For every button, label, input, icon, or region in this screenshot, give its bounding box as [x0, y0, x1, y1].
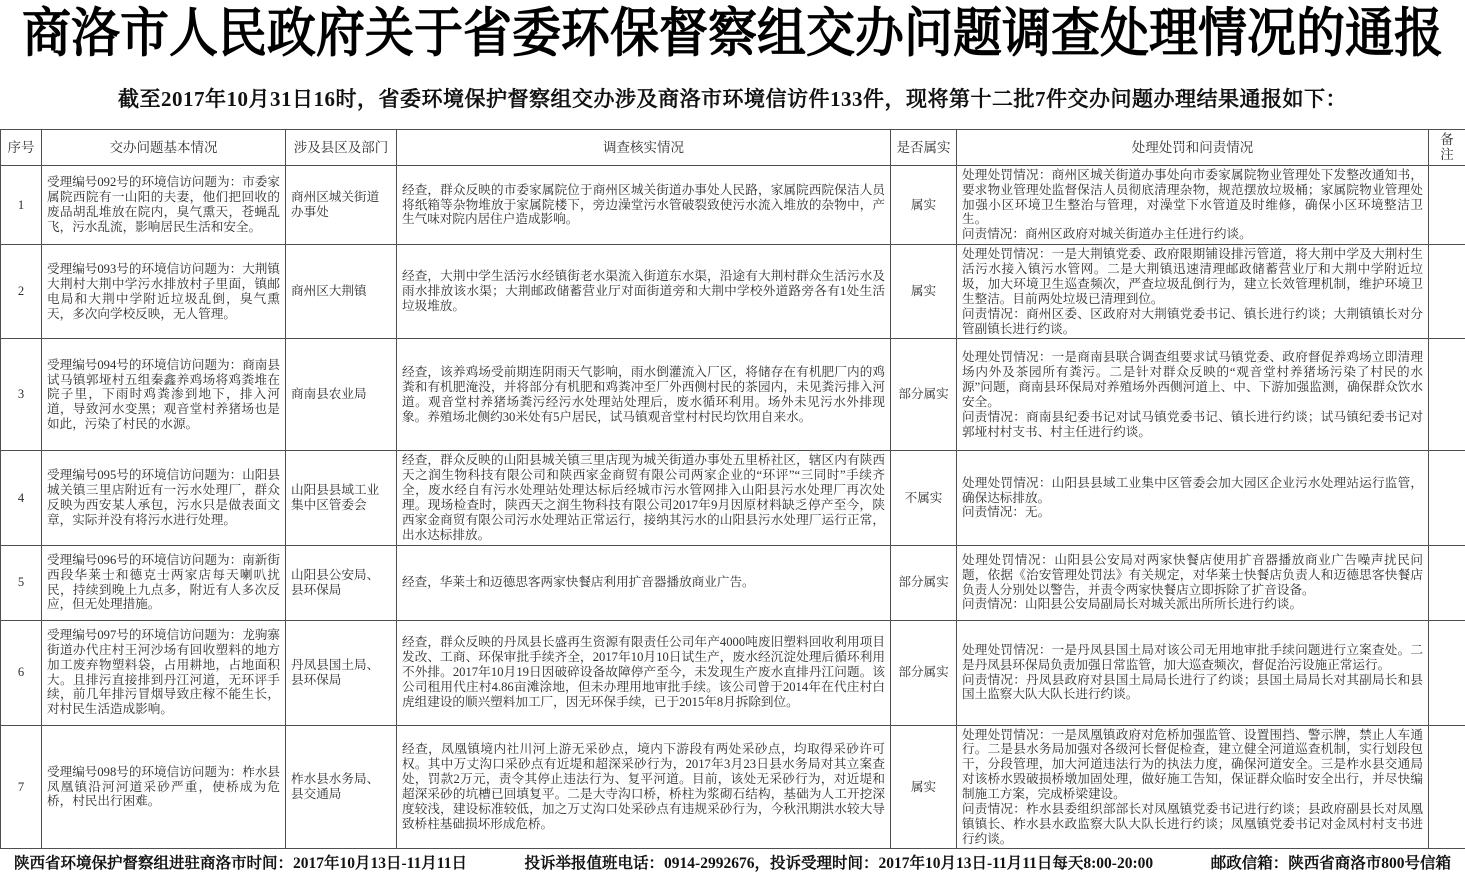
accountability-text: 问责情况：山阳县公安局副局长对城关派出所所长进行约谈。 [962, 597, 1423, 612]
cell-remark [1429, 165, 1465, 244]
cell-handling [957, 545, 1429, 620]
cell-problem: 受理编号097号的环境信访问题为：龙驹寨街道办代庄村王河沙场有回收塑料的地方加工废弃物塑料袋，占用耕地，占地面积大。且排污直接排到丹江河道，无环评手续，前几年排污冒烟导致庄稼不能生长，对村民生活造成影响。 [42, 620, 286, 725]
header-problem: 交办问题基本情况 [42, 129, 286, 165]
cell-department: 丹凤县国土局、县环保局 [286, 620, 397, 725]
cell-problem: 受理编号093号的环境信访问题为：大荆镇大荆村大荆中学污水排放村子里面，镇邮电局和大荆中学附近垃圾乱倒，臭气熏天，多次向学校反映，无人管理。 [42, 245, 286, 339]
cell-no: 4 [1, 451, 42, 545]
header-verified: 是否属实 [891, 129, 957, 165]
accountability-text: 问责情况：商南县纪委书记对试马镇党委书记、镇长进行约谈；试马镇纪委书记对郭垭村村支书、村主任进行约谈。 [962, 410, 1423, 440]
header-department: 涉及县区及部门 [286, 129, 397, 165]
cell-remark [1429, 245, 1465, 339]
page-title: 商洛市人民政府关于省委环保督察组交办问题调查处理情况的通报 [0, 0, 1465, 64]
cell-verified: 部分属实 [891, 620, 957, 725]
accountability-text: 问责情况：柞水县委组织部部长对凤凰镇党委书记进行约谈；县政府副县长对凤凰镇镇长、柞水县水政监察大队大队长进行约谈；凤凰镇党委书记对金凤村村支书进行约谈。 [962, 802, 1423, 847]
cell-department: 山阳县县域工业集中区管委会 [286, 451, 397, 545]
table-row [1, 620, 1465, 725]
cell-investigation: 经查，该养鸡场受前期连阴雨天气影响，雨水倒灌流入厂区，将储存在有机肥厂内的鸡粪和有机肥淹没，并将部分有机肥和鸡粪冲至厂外西侧村民的茶园内，未见粪污排入河道。观音堂村养猪场粪污经污水处理站处理后，废水循环利用。场外未见污水外排现象。养殖场北侧约30米处有5户居民，试马镇观音堂村村民均饮用自来水。 [397, 339, 891, 451]
punishment-text: 处理处罚情况：一是凤凰镇政府对危桥加强监管、设置围挡、警示牌，禁止人车通行。二是县水务局加强对各级河长督促检查，建立健全河道巡查机制，实行划段包干，分段管理，加大河道违法行为的执法力度，确保河道安全。三是柞水县交通局对该桥水毁破损桥墩加固处理，做好施工告知，保证群众临时安全出行，并尽快编制施工方案，完成桥梁建设。 [962, 728, 1423, 802]
cell-problem: 受理编号096号的环境信访问题为：南新街西段华莱士和德克士两家店每天喇叭扰民，持续到晚上九点多，附近有人多次反应，但无处理措施。 [42, 545, 286, 620]
cell-department: 山阳县公安局、县环保局 [286, 545, 397, 620]
header-remark: 备注 [1429, 129, 1465, 165]
cell-handling [957, 339, 1429, 451]
cell-department: 柞水县水务局、县交通局 [286, 725, 397, 849]
cell-no: 6 [1, 620, 42, 725]
footer-hotline: 投诉举报值班电话：0914-2992676，投诉受理时间：2017年10月13日-11月11日每天8:00-20:00 [525, 851, 1154, 873]
cell-no: 1 [1, 165, 42, 244]
table-row [1, 245, 1465, 339]
header-investigation: 调查核实情况 [397, 129, 891, 165]
cell-verified: 不属实 [891, 451, 957, 545]
cell-remark [1429, 620, 1465, 725]
punishment-text: 处理处罚情况：山阳县公安局对两家快餐店使用扩音器播放商业广告噪声扰民问题，依据《治安管理处罚法》有关规定，对华莱士快餐店负责人和迈德思客快餐店负责人分别处以警告，并责令两家快餐店立即拆除了扩音设备。 [962, 553, 1423, 598]
cell-handling [957, 451, 1429, 545]
table-row [1, 725, 1465, 849]
cell-investigation: 经查，群众反映的市委家属院位于商州区城关街道办事处人民路，家属院西院保洁人员将纸箱等杂物堆放于家属院楼下，旁边澡堂污水管破裂致使污水流入堆放的杂物中，产生气味对院内居住户造成影响。 [397, 165, 891, 244]
accountability-text: 问责情况：无。 [962, 505, 1423, 520]
table-row [1, 165, 1465, 244]
footer-inspection-period: 陕西省环境保护督察组进驻商洛市时间：2017年10月13日-11月11日 [14, 851, 467, 873]
table-row [1, 545, 1465, 620]
complaint-table [0, 129, 1465, 850]
cell-investigation: 经查，华莱士和迈德思客两家快餐店利用扩音器播放商业广告。 [397, 545, 891, 620]
header-no: 序号 [1, 129, 42, 165]
cell-department: 商南县农业局 [286, 339, 397, 451]
punishment-text: 处理处罚情况：山阳县县域工业集中区管委会加大园区企业污水处理站运行监管，确保达标排放。 [962, 476, 1423, 506]
punishment-text: 处理处罚情况：一是商南县联合调查组要求试马镇党委、政府督促养鸡场立即清理场内外及茶园所有粪污。二是针对群众反映的“观音堂村养猪场污染了村民的水源”问题，商南县环保局对养殖场外西侧河道上、中、下游加强监测，确保群众饮水安全。 [962, 350, 1423, 409]
footer [0, 849, 1465, 874]
cell-no: 3 [1, 339, 42, 451]
cell-verified: 属实 [891, 725, 957, 849]
cell-problem: 受理编号095号的环境信访问题为：山阳县城关镇三里店附近有一污水处理厂，群众反映为西安某人承包，污水只是做表面文章，实际并没有将污水进行处理。 [42, 451, 286, 545]
accountability-text: 问责情况：丹凤县政府对县国土局局长进行了约谈；县国土局局长对其副局长和县国土监察大队大队长进行约谈。 [962, 673, 1423, 703]
header-handling: 处理处罚和问责情况 [957, 129, 1429, 165]
cell-verified: 部分属实 [891, 339, 957, 451]
accountability-text: 问责情况：商州区委、区政府对大荆镇党委书记、镇长进行约谈；大荆镇镇长对分管副镇长进行约谈。 [962, 307, 1423, 337]
cell-investigation: 经查，凤凰镇境内社川河上游无采砂点，境内下游段有两处采砂点，均取得采砂许可权。其中万丈沟口采砂点有近堤和超深采砂行为，2017年3月23日县水务局对其立案查处，罚款2万元，责令其停止违法行为、复平河道。目前，该处无采砂行为，对近堤和超深采砂的坑槽已回填复平。二是大寺沟口桥，桥柱为浆砌石结构，基础为人工开挖深度较浅，建设标准较低，加之万丈沟口处采砂点有违规采砂行为，今秋汛期洪水较大导致桥柱基础损坏形成危桥。 [397, 725, 891, 849]
cell-remark [1429, 545, 1465, 620]
cell-investigation: 经查，群众反映的丹凤县长盛再生资源有限责任公司年产4000吨废旧塑料回收利用项目发改、工商、环保审批手续齐全，2017年10月10日试生产，废水经沉淀处理后循环利用不外排。2017年10月19日因破碎设备故障停产至今，未发现生产废水直排丹江问题。该公司租用代庄村4.86亩滩涂地，但未办理用地审批手续。该公司曾于2014年在代庄村白虎组建设的顺兴塑料加工厂，因无环保手续，已于2015年8月拆除到位。 [397, 620, 891, 725]
punishment-text: 处理处罚情况：一是大荆镇党委、政府限期铺设排污管道，将大荆中学及大荆村生活污水接入镇污水管网。二是大荆镇迅速清理邮政储蓄营业厅和大荆中学附近垃圾，加大环境卫生巡查频次，严查垃圾乱倒行为，建立长效管理机制，维护环境卫生整洁。目前两处垃圾已清理到位。 [962, 247, 1423, 306]
cell-investigation: 经查，大荆中学生活污水经镇街老水渠流入街道东水渠，沿途有大荆村群众生活污水及雨水排放该水渠；大荆邮政储蓄营业厅对面街道旁和大荆中学校外道路旁各有1处生活垃圾堆放。 [397, 245, 891, 339]
cell-investigation: 经查，群众反映的山阳县城关镇三里店现为城关街道办事处五里桥社区，辖区内有陕西天之润生物科技有限公司和陕西家金商贸有限公司两家企业的“环评”“三同时”手续齐全，废水经自有污水处理站处理达标后经城市污水管网排入山阳县污水处理厂再次处理。现场检查时，陕西天之润生物科技有限公司2017年9月因原材料缺乏停产至今，陕西家金商贸有限公司污水处理站正常运行，接纳其污水的山阳县污水处理厂运行正常，出水达标排放。 [397, 451, 891, 545]
cell-handling [957, 245, 1429, 339]
cell-handling [957, 620, 1429, 725]
cell-remark [1429, 725, 1465, 849]
punishment-text: 处理处罚情况：一是丹凤县国土局对该公司无用地审批手续问题进行立案查处。二是丹凤县环保局负责加强日常监管，加大巡查频次，督促治污设施正常运行。 [962, 643, 1423, 673]
cell-problem: 受理编号098号的环境信访问题为：柞水县凤凰镇沿河河道采砂严重，使桥成为危桥，村民出行困难。 [42, 725, 286, 849]
cell-verified: 属实 [891, 165, 957, 244]
cell-remark [1429, 451, 1465, 545]
cell-department: 商州区城关街道办事处 [286, 165, 397, 244]
cell-no: 2 [1, 245, 42, 339]
table-row [1, 451, 1465, 545]
cell-verified: 属实 [891, 245, 957, 339]
punishment-text: 处理处罚情况：商州区城关街道办事处向市委家属院物业管理处下发整改通知书，要求物业管理处监督保洁人员彻底清理杂物，规范摆放垃圾桶；家属院物业管理处加强小区环境卫生整治与管理，对澡堂下水管道及时维修，确保小区环境整洁卫生。 [962, 168, 1423, 227]
cell-problem: 受理编号094号的环境信访问题为：商南县试马镇郭垭村五组秦鑫养鸡场将鸡粪堆在院子里，下雨时鸡粪渗到地下，排入河道，导致河水变黑；观音堂村养猪场也是如此，污染了村民的水源。 [42, 339, 286, 451]
cell-handling [957, 725, 1429, 849]
cell-verified: 部分属实 [891, 545, 957, 620]
table-row [1, 339, 1465, 451]
cell-problem: 受理编号092号的环境信访问题为：市委家属院西院有一山阳的夫妻，他们把回收的废品胡乱堆放在院内，臭气熏天，苍蝇乱飞，污水乱流，影响居民生活和安全。 [42, 165, 286, 244]
cell-no: 5 [1, 545, 42, 620]
cell-department: 商州区大荆镇 [286, 245, 397, 339]
accountability-text: 问责情况：商州区政府对城关街道办主任进行约谈。 [962, 227, 1423, 242]
table-header-row [1, 129, 1465, 165]
cell-remark [1429, 339, 1465, 451]
footer-mailbox: 邮政信箱：陕西省商洛市800号信箱 [1211, 851, 1451, 873]
cell-handling [957, 165, 1429, 244]
intro-text: 截至2017年10月31日16时，省委环境保护督察组交办涉及商洛市环境信访件133件，现将第十二批7件交办问题办理结果通报如下： [0, 83, 1465, 113]
cell-no: 7 [1, 725, 42, 849]
